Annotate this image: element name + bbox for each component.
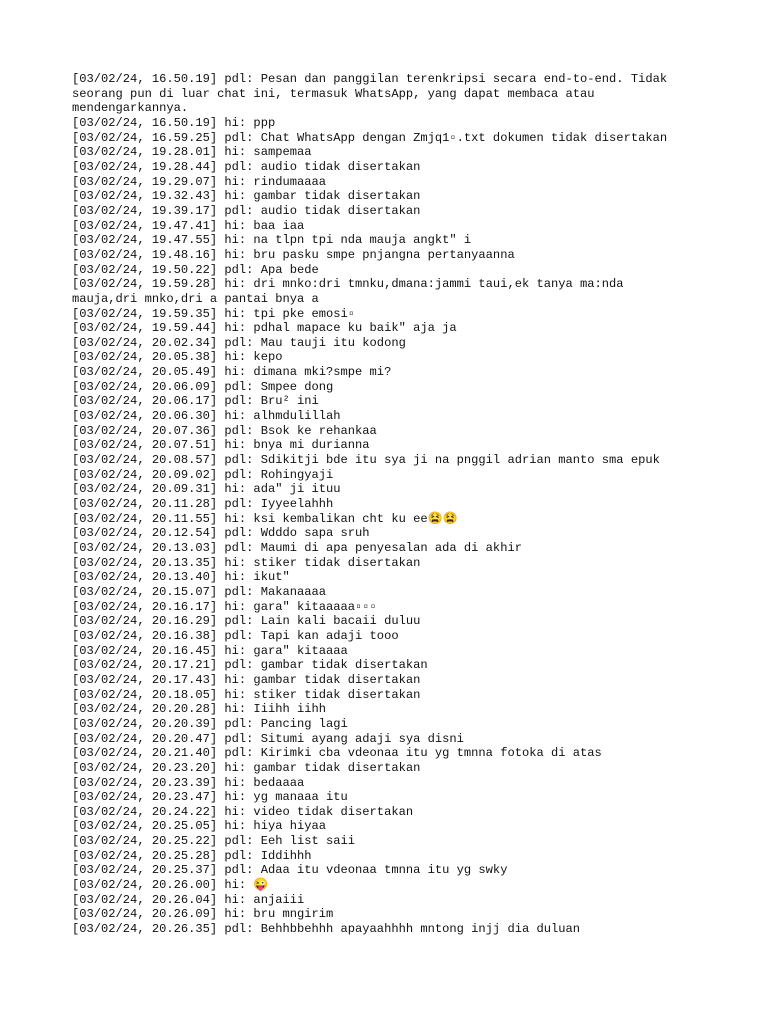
chat-line: [03/02/24, 20.16.29] pdl: Lain kali bacaii duluu xyxy=(72,614,421,629)
chat-line: [03/02/24, 20.25.37] pdl: Adaa itu vdeonaa tmnna itu yg swky xyxy=(72,863,508,878)
chat-line: [03/02/24, 20.06.30] hi: alhmdulillah xyxy=(72,409,341,424)
chat-line: [03/02/24, 20.13.03] pdl: Maumi di apa penyesalan ada di akhir xyxy=(72,541,522,555)
chat-line: [03/02/24, 20.07.51] hi: bnya mi durianna xyxy=(72,438,370,453)
chat-line: [03/02/24, 20.06.17] pdl: Bru² ini xyxy=(72,394,319,409)
chat-line: [03/02/24, 20.09.02] pdl: Rohingyaji xyxy=(72,467,334,482)
chat-line: [03/02/24, 20.16.45] hi: gara" kitaaaa xyxy=(72,643,348,658)
chat-line: [03/02/24, 16.50.19] pdl: Pesan dan panggilan terenkripsi secara end-to-end. Tidak xyxy=(72,72,668,86)
chat-line: [03/02/24, 20.23.47] hi: yg manaaa itu xyxy=(72,790,348,805)
chat-line: [03/02/24, 20.25.22] pdl: Eeh list saii xyxy=(72,834,356,849)
chat-line: [03/02/24, 19.29.07] hi: rindumaaaa xyxy=(72,174,327,189)
chat-line: [03/02/24, 20.12.54] pdl: Wdddo sapa sruh xyxy=(72,526,370,541)
chat-line: [03/02/24, 20.02.34] pdl: Mau tauji itu kodong xyxy=(72,335,406,350)
chat-line: [03/02/24, 20.18.05] hi: stiker tidak disertakan xyxy=(72,687,421,702)
chat-line: [03/02/24, 19.28.44] pdl: audio tidak disertakan xyxy=(72,159,421,174)
chat-line: [03/02/24, 20.20.39] pdl: Pancing lagi xyxy=(72,716,348,731)
chat-line: [03/02/24, 20.26.09] hi: bru mngirim xyxy=(72,907,334,922)
chat-line: [03/02/24, 19.47.55] hi: na tlpn tpi nda mauja angkt" i xyxy=(72,233,472,248)
chat-line: [03/02/24, 19.50.22] pdl: Apa bede xyxy=(72,262,319,277)
chat-line: seorang pun di luar chat ini, termasuk WhatsApp, yang dapat membaca atau xyxy=(72,86,595,101)
chat-line: [03/02/24, 20.15.07] pdl: Makanaaaa xyxy=(72,584,327,599)
chat-line: [03/02/24, 19.47.41] hi: baa iaa xyxy=(72,218,305,233)
chat-line: [03/02/24, 20.23.20] hi: gambar tidak disertakan xyxy=(72,760,421,775)
chat-line: [03/02/24, 20.16.38] pdl: Tapi kan adaji tooo xyxy=(72,628,399,643)
chat-line: [03/02/24, 19.39.17] pdl: audio tidak disertakan xyxy=(72,203,421,218)
chat-line: [03/02/24, 20.26.35] pdl: Behhbbehhh apayaahhhh mntong injj dia duluan xyxy=(72,922,581,937)
chat-line: [03/02/24, 19.32.43] hi: gambar tidak disertakan xyxy=(72,189,421,204)
chat-line: [03/02/24, 19.48.16] hi: bru pasku smpe pnjangna pertanyaanna xyxy=(72,247,515,262)
chat-line: [03/02/24, 20.26.00] hi: 😜 xyxy=(72,878,269,893)
chat-line: [03/02/24, 20.21.40] pdl: Kirimki cba vdeonaa itu yg tmnna fotoka di atas xyxy=(72,746,602,761)
chat-line: [03/02/24, 20.07.36] pdl: Bsok ke rehankaa xyxy=(72,423,377,438)
chat-line: [03/02/24, 20.08.57] pdl: Sdikitji bde itu sya ji na pnggil adrian manto sma epuk xyxy=(72,453,660,468)
chat-line: [03/02/24, 20.13.35] hi: stiker tidak disertakan xyxy=(72,555,421,570)
chat-line: mendengarkannya. xyxy=(72,101,189,116)
chat-line: [03/02/24, 20.26.04] hi: anjaiii xyxy=(72,892,305,907)
chat-line: [03/02/24, 20.13.40] hi: ikut" xyxy=(72,570,290,585)
chat-line: [03/02/24, 20.11.55] hi: ksi kembalikan cht ku ee😫😫 xyxy=(72,511,458,526)
chat-line: [03/02/24, 19.59.28] hi: dri mnko:dri tmnku,dmana:jammi taui,ek tanya ma:nda xyxy=(72,277,624,292)
chat-line: [03/02/24, 20.05.38] hi: kepo xyxy=(72,350,283,365)
chat-line: mauja,dri mnko,dri a pantai bnya a xyxy=(72,291,319,306)
chat-line: [03/02/24, 20.09.31] hi: ada" ji ituu xyxy=(72,482,341,497)
chat-line: [03/02/24, 20.17.43] hi: gambar tidak disertakan xyxy=(72,672,421,687)
chat-line: [03/02/24, 20.25.05] hi: hiya hiyaa xyxy=(72,819,327,834)
chat-line: [03/02/24, 20.16.17] hi: gara" kitaaaaa▫▫▫ xyxy=(72,599,377,614)
chat-line: [03/02/24, 20.11.28] pdl: Iyyeelahhh xyxy=(72,497,334,512)
chat-line: [03/02/24, 19.28.01] hi: sampemaa xyxy=(72,145,312,160)
chat-line: [03/02/24, 19.59.44] hi: pdhal mapace ku baik" aja ja xyxy=(72,321,457,336)
chat-line: [03/02/24, 20.06.09] pdl: Smpee dong xyxy=(72,379,334,394)
chat-line: [03/02/24, 20.20.28] hi: Iiihh iihh xyxy=(72,702,327,717)
chat-line: [03/02/24, 20.24.22] hi: video tidak disertakan xyxy=(72,804,414,819)
chat-export-document xyxy=(72,72,712,937)
chat-line: [03/02/24, 20.23.39] hi: bedaaaa xyxy=(72,775,305,790)
chat-line: [03/02/24, 20.25.28] pdl: Iddihhh xyxy=(72,848,312,863)
chat-line: [03/02/24, 16.50.19] hi: ppp xyxy=(72,115,276,130)
chat-line: [03/02/24, 20.17.21] pdl: gambar tidak disertakan xyxy=(72,658,428,673)
chat-line: [03/02/24, 20.05.49] hi: dimana mki?smpe mi? xyxy=(72,365,392,380)
chat-line: [03/02/24, 19.59.35] hi: tpi pke emosi▫ xyxy=(72,306,356,321)
chat-line: [03/02/24, 16.59.25] pdl: Chat WhatsApp dengan Zmjq1▫.txt dokumen tidak disertakan xyxy=(72,130,668,145)
chat-line: [03/02/24, 20.20.47] pdl: Situmi ayang adaji sya disni xyxy=(72,731,464,746)
